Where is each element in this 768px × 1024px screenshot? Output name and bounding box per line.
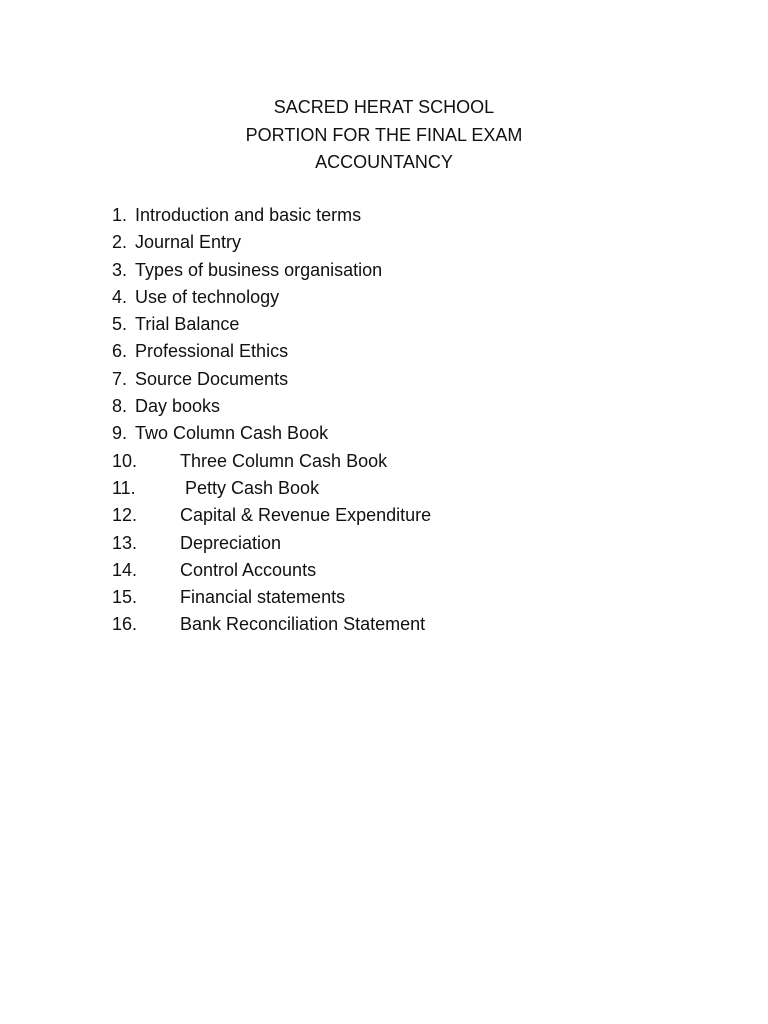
topic-title: Trial Balance [135, 314, 240, 335]
topic-number: 1. [112, 205, 128, 225]
topic-number: 15. [112, 587, 138, 608]
topic-title: Day books [135, 396, 221, 417]
topic-number: 5. [112, 314, 128, 335]
topic-number: 13. [112, 532, 138, 553]
topic-title: Capital & Revenue Expenditure [180, 505, 432, 526]
exam-portion-title: PORTION FOR THE FINAL EXAM [245, 124, 523, 145]
topic-title: Journal Entry [135, 232, 242, 253]
topic-number: 12. [112, 505, 138, 526]
topic-title: Bank Reconciliation Statement [180, 614, 426, 635]
topic-title: Professional Ethics [135, 341, 289, 362]
school-name: SACRED HERAT SCHOOL [273, 97, 495, 117]
topic-number: 3. [112, 259, 128, 280]
topic-number: 4. [112, 286, 128, 307]
topic-title: Two Column Cash Book [135, 423, 329, 444]
topic-number: 14. [112, 559, 138, 580]
topic-title: Control Accounts [180, 559, 317, 580]
topic-title: Source Documents [135, 368, 289, 389]
topic-number: 11. [112, 477, 136, 498]
topic-number: 16. [112, 614, 138, 635]
topic-title: Depreciation [180, 532, 282, 553]
topic-number: 9. [112, 423, 128, 444]
subject-title: ACCOUNTANCY [315, 152, 453, 172]
topic-title: Use of technology [135, 286, 280, 307]
topic-title: Introduction and basic terms [135, 205, 362, 225]
topic-number: 2. [112, 232, 128, 253]
topic-title: Financial statements [180, 587, 346, 608]
topic-title: Types of business organisation [135, 259, 383, 280]
topic-number: 8. [112, 396, 128, 417]
topic-number: 7. [112, 368, 128, 389]
document-header [0, 94, 768, 177]
topic-number: 10. [112, 450, 138, 471]
topic-title: Petty Cash Book [185, 477, 320, 498]
topic-title: Three Column Cash Book [180, 450, 388, 471]
topic-number: 6. [112, 341, 128, 362]
